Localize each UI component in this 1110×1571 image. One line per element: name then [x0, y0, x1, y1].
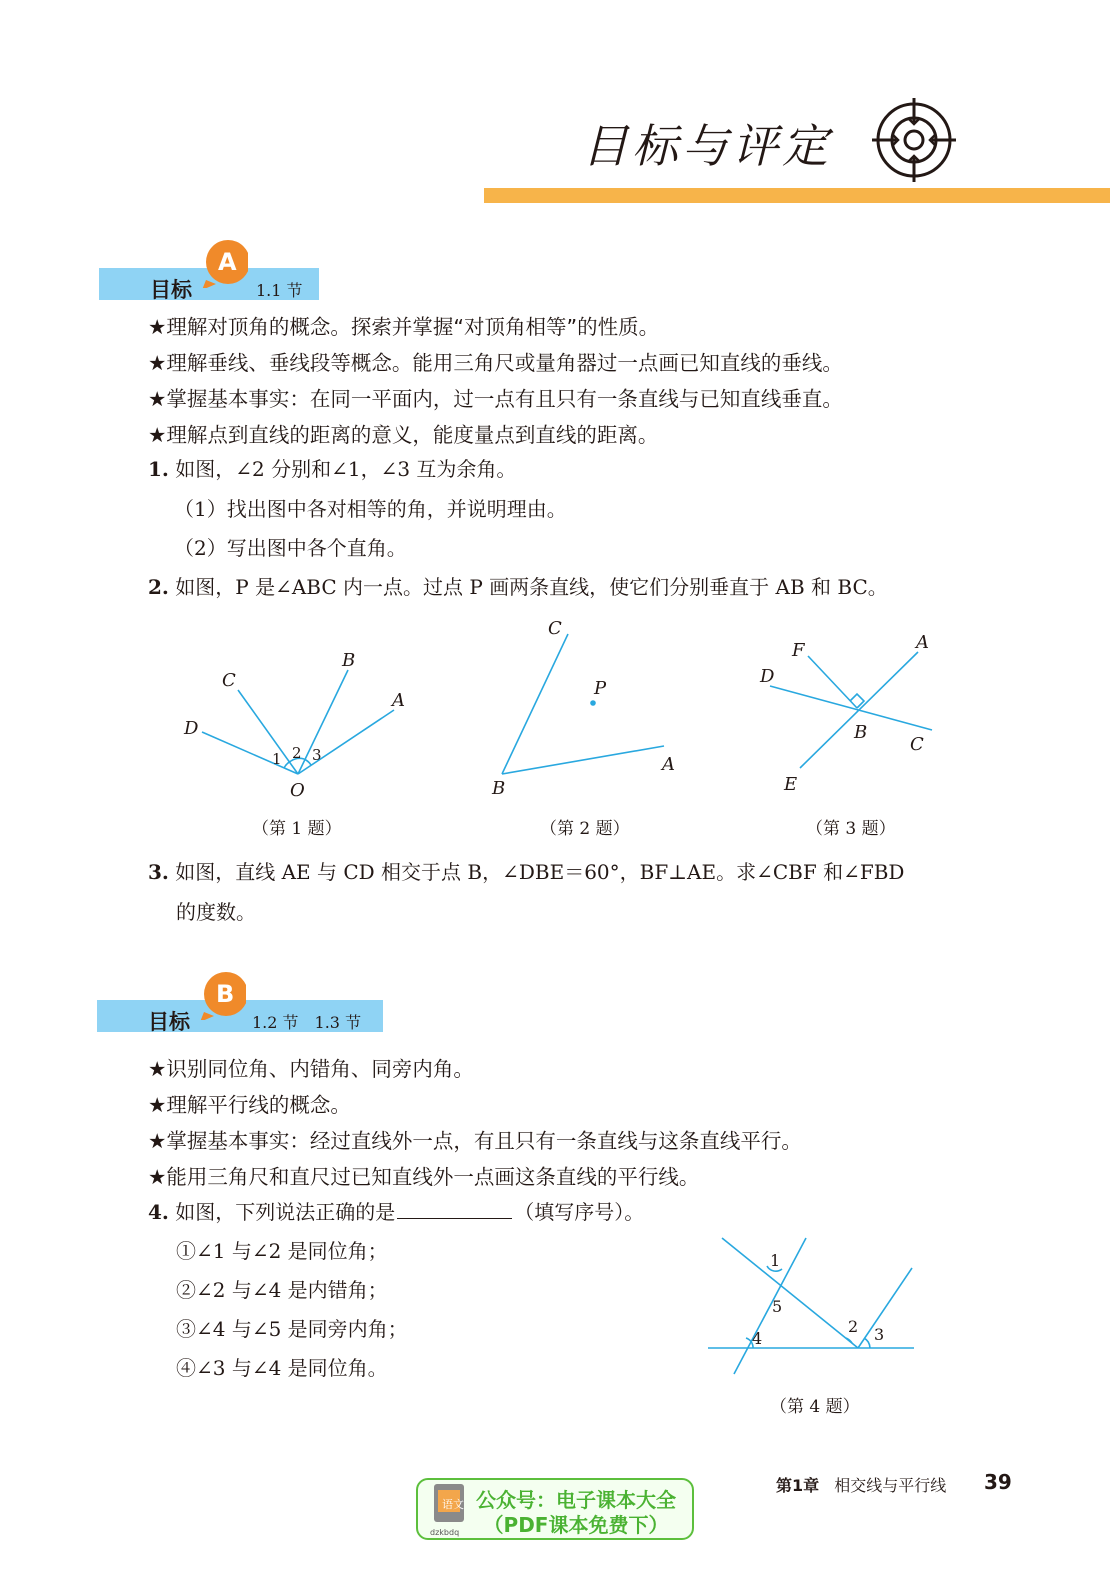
- figure-2-caption: （第 2 题）: [540, 819, 630, 839]
- goal-b-3: ★掌握基本事实：经过直线外一点，有且只有一条直线与这条直线平行。: [148, 1129, 802, 1153]
- goal-a-4: ★理解点到直线的距离的意义，能度量点到直线的距离。: [148, 423, 659, 447]
- option-4: ④∠3 与∠4 是同位角。: [176, 1356, 388, 1380]
- label-p: P: [594, 678, 607, 699]
- header-bar: [484, 188, 1110, 203]
- label-angle-3: 3: [312, 746, 322, 764]
- page-title: 目标与评定: [582, 119, 832, 173]
- label-angle-1: 1: [770, 1251, 781, 1270]
- question-text: 如图，下列说法正确的是: [175, 1200, 396, 1224]
- label-a: A: [662, 754, 675, 775]
- question-text: 如图，∠2 分别和∠1，∠3 互为余角。: [175, 457, 517, 481]
- goal-b-1: ★识别同位角、内错角、同旁内角。: [148, 1057, 474, 1081]
- section-a-badge-letter: A: [218, 248, 237, 276]
- section-a-ref: 1.1 节: [256, 281, 303, 300]
- question-3-continued: 的度数。: [176, 900, 256, 924]
- section-b-badge-letter: B: [216, 980, 235, 1008]
- watermark-line-1: 公众号：电子课本大全: [476, 1488, 676, 1512]
- label-angle-2: 2: [292, 744, 302, 762]
- question-text-end: （填写序号）。: [514, 1200, 645, 1224]
- logo-small-text: dzkbdq: [430, 1528, 460, 1537]
- question-number: 2.: [148, 575, 169, 599]
- watermark-line-2: （PDF课本免费下）: [483, 1513, 669, 1537]
- figure-3-caption: （第 3 题）: [806, 819, 896, 839]
- goal-b-4: ★能用三角尺和直尺过已知直线外一点画这条直线的平行线。: [148, 1165, 700, 1189]
- label-c: C: [548, 618, 562, 639]
- question-2: [148, 571, 888, 600]
- label-c: C: [910, 734, 924, 755]
- label-angle-1: 1: [272, 750, 282, 768]
- goal-a-1: ★理解对顶角的概念。探索并掌握“对顶角相等”的性质。: [148, 315, 660, 339]
- label-b: B: [492, 778, 506, 799]
- figure-4-caption: （第 4 题）: [770, 1397, 860, 1417]
- figure-1: [170, 640, 430, 810]
- label-e: E: [784, 774, 798, 795]
- target-icon: [870, 96, 958, 184]
- option-2: ②∠2 与∠4 是内错角；: [176, 1278, 388, 1302]
- logo-icon-text: 语文: [442, 1498, 464, 1511]
- goal-a-3: ★掌握基本事实：在同一平面内，过一点有且只有一条直线与已知直线垂直。: [148, 387, 843, 411]
- question-number: 4.: [148, 1200, 169, 1224]
- goal-a-2: ★理解垂线、垂线段等概念。能用三角尺或量角器过一点画已知直线的垂线。: [148, 351, 843, 375]
- label-angle-2: 2: [848, 1317, 859, 1336]
- section-a-label: 目标: [150, 278, 192, 302]
- label-a: A: [916, 632, 929, 653]
- section-b-label: 目标: [148, 1010, 190, 1034]
- chapter-number: 第1章: [776, 1476, 820, 1495]
- figure-1-caption: （第 1 题）: [252, 819, 342, 839]
- page-number: 39: [984, 1470, 1012, 1494]
- label-angle-3: 3: [874, 1325, 885, 1344]
- label-f: F: [792, 640, 805, 661]
- label-b: B: [854, 722, 868, 743]
- option-3: ③∠4 与∠5 是同旁内角；: [176, 1317, 408, 1341]
- label-b: B: [342, 650, 356, 671]
- label-angle-5: 5: [772, 1297, 783, 1316]
- question-1-sub-1: （1）找出图中各对相等的角，并说明理由。: [174, 497, 567, 521]
- question-1: [148, 453, 516, 482]
- label-c: C: [222, 670, 236, 691]
- goal-b-2: ★理解平行线的概念。: [148, 1093, 351, 1117]
- figure-4: [700, 1228, 920, 1378]
- label-angle-4: 4: [752, 1329, 763, 1348]
- section-b-ref: 1.2 节 1.3 节: [252, 1013, 362, 1032]
- label-d: D: [760, 666, 775, 687]
- question-number: 3.: [148, 860, 169, 884]
- option-1: ①∠1 与∠2 是同位角；: [176, 1239, 388, 1263]
- question-1-sub-2: （2）写出图中各个直角。: [174, 536, 407, 560]
- label-d: D: [184, 718, 199, 739]
- question-4: [148, 1196, 644, 1225]
- question-text: 如图，P 是∠ABC 内一点。过点 P 画两条直线，使它们分别垂直于 AB 和 BC。: [175, 575, 888, 599]
- footer-chapter: [776, 1473, 946, 1496]
- question-text: 如图，直线 AE 与 CD 相交于点 B，∠DBE＝60°，BF⊥AE。求∠CBF 和∠FBD: [175, 860, 905, 884]
- answer-blank[interactable]: [397, 1200, 512, 1219]
- label-a: A: [392, 690, 405, 711]
- label-o: O: [290, 780, 305, 801]
- question-number: 1.: [148, 457, 169, 481]
- question-3: [148, 856, 904, 885]
- figure-3: [752, 628, 952, 804]
- figure-2: [480, 612, 700, 802]
- chapter-title: 相交线与平行线: [834, 1476, 947, 1495]
